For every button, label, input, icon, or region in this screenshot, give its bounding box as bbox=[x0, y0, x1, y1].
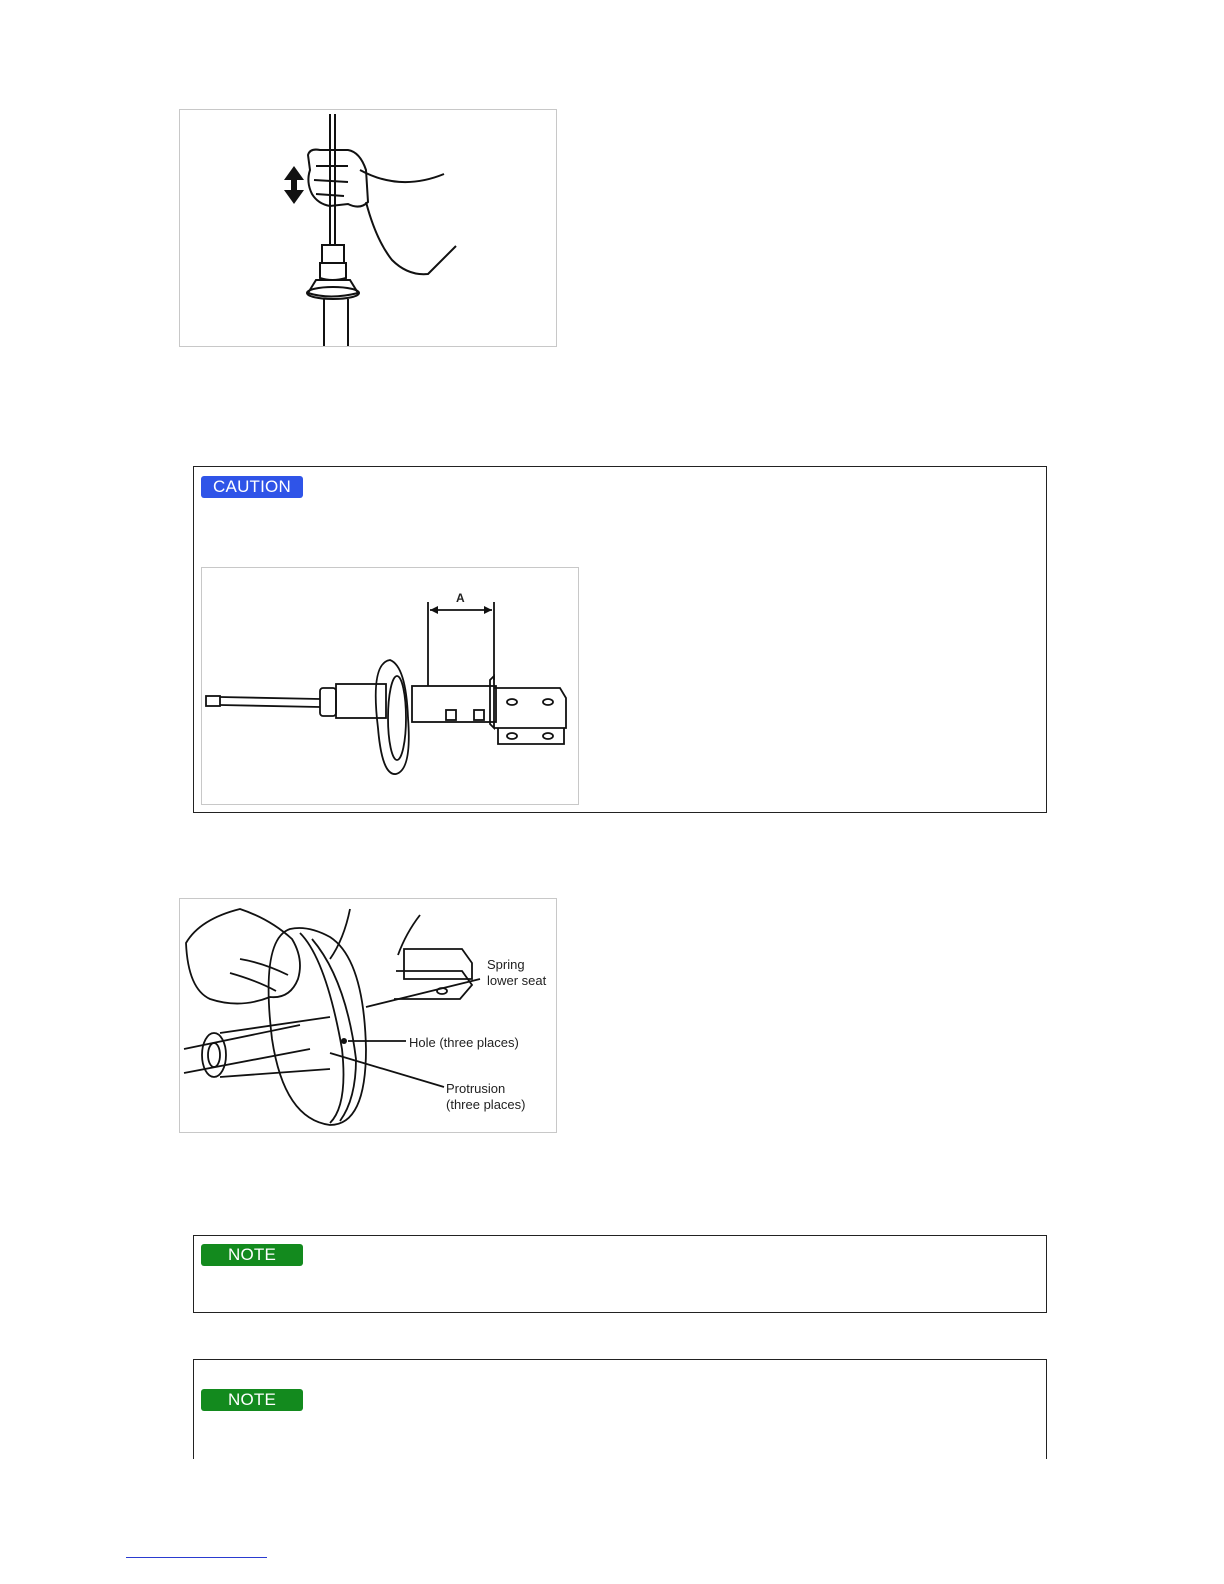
figure-strut-dimension-a bbox=[201, 567, 579, 805]
strut-dimension-illustration bbox=[202, 568, 578, 804]
figure-shock-absorber-rod-check bbox=[179, 109, 557, 347]
label-spring-lower-seat-line1: Spring bbox=[487, 957, 525, 972]
label-protrusion-line1: Protrusion bbox=[446, 1081, 506, 1096]
caution-box bbox=[193, 466, 1047, 813]
shock-rod-illustration bbox=[180, 110, 556, 346]
label-protrusion-line2: (three places) bbox=[446, 1097, 526, 1112]
label-hole-three-places: Hole (three places) bbox=[409, 1035, 519, 1050]
note-badge-2: NOTE bbox=[201, 1389, 303, 1411]
note-box-1 bbox=[193, 1235, 1047, 1313]
note-box-2 bbox=[193, 1359, 1047, 1459]
footer-link[interactable] bbox=[126, 1557, 267, 1558]
caution-badge: CAUTION bbox=[201, 476, 303, 498]
dimension-label-a: A bbox=[456, 591, 465, 605]
note-badge-1: NOTE bbox=[201, 1244, 303, 1266]
figure-spring-lower-seat bbox=[179, 898, 557, 1133]
up-down-arrow-icon bbox=[284, 166, 304, 204]
label-spring-lower-seat-line2: lower seat bbox=[487, 973, 547, 988]
spring-seat-illustration bbox=[180, 899, 556, 1132]
